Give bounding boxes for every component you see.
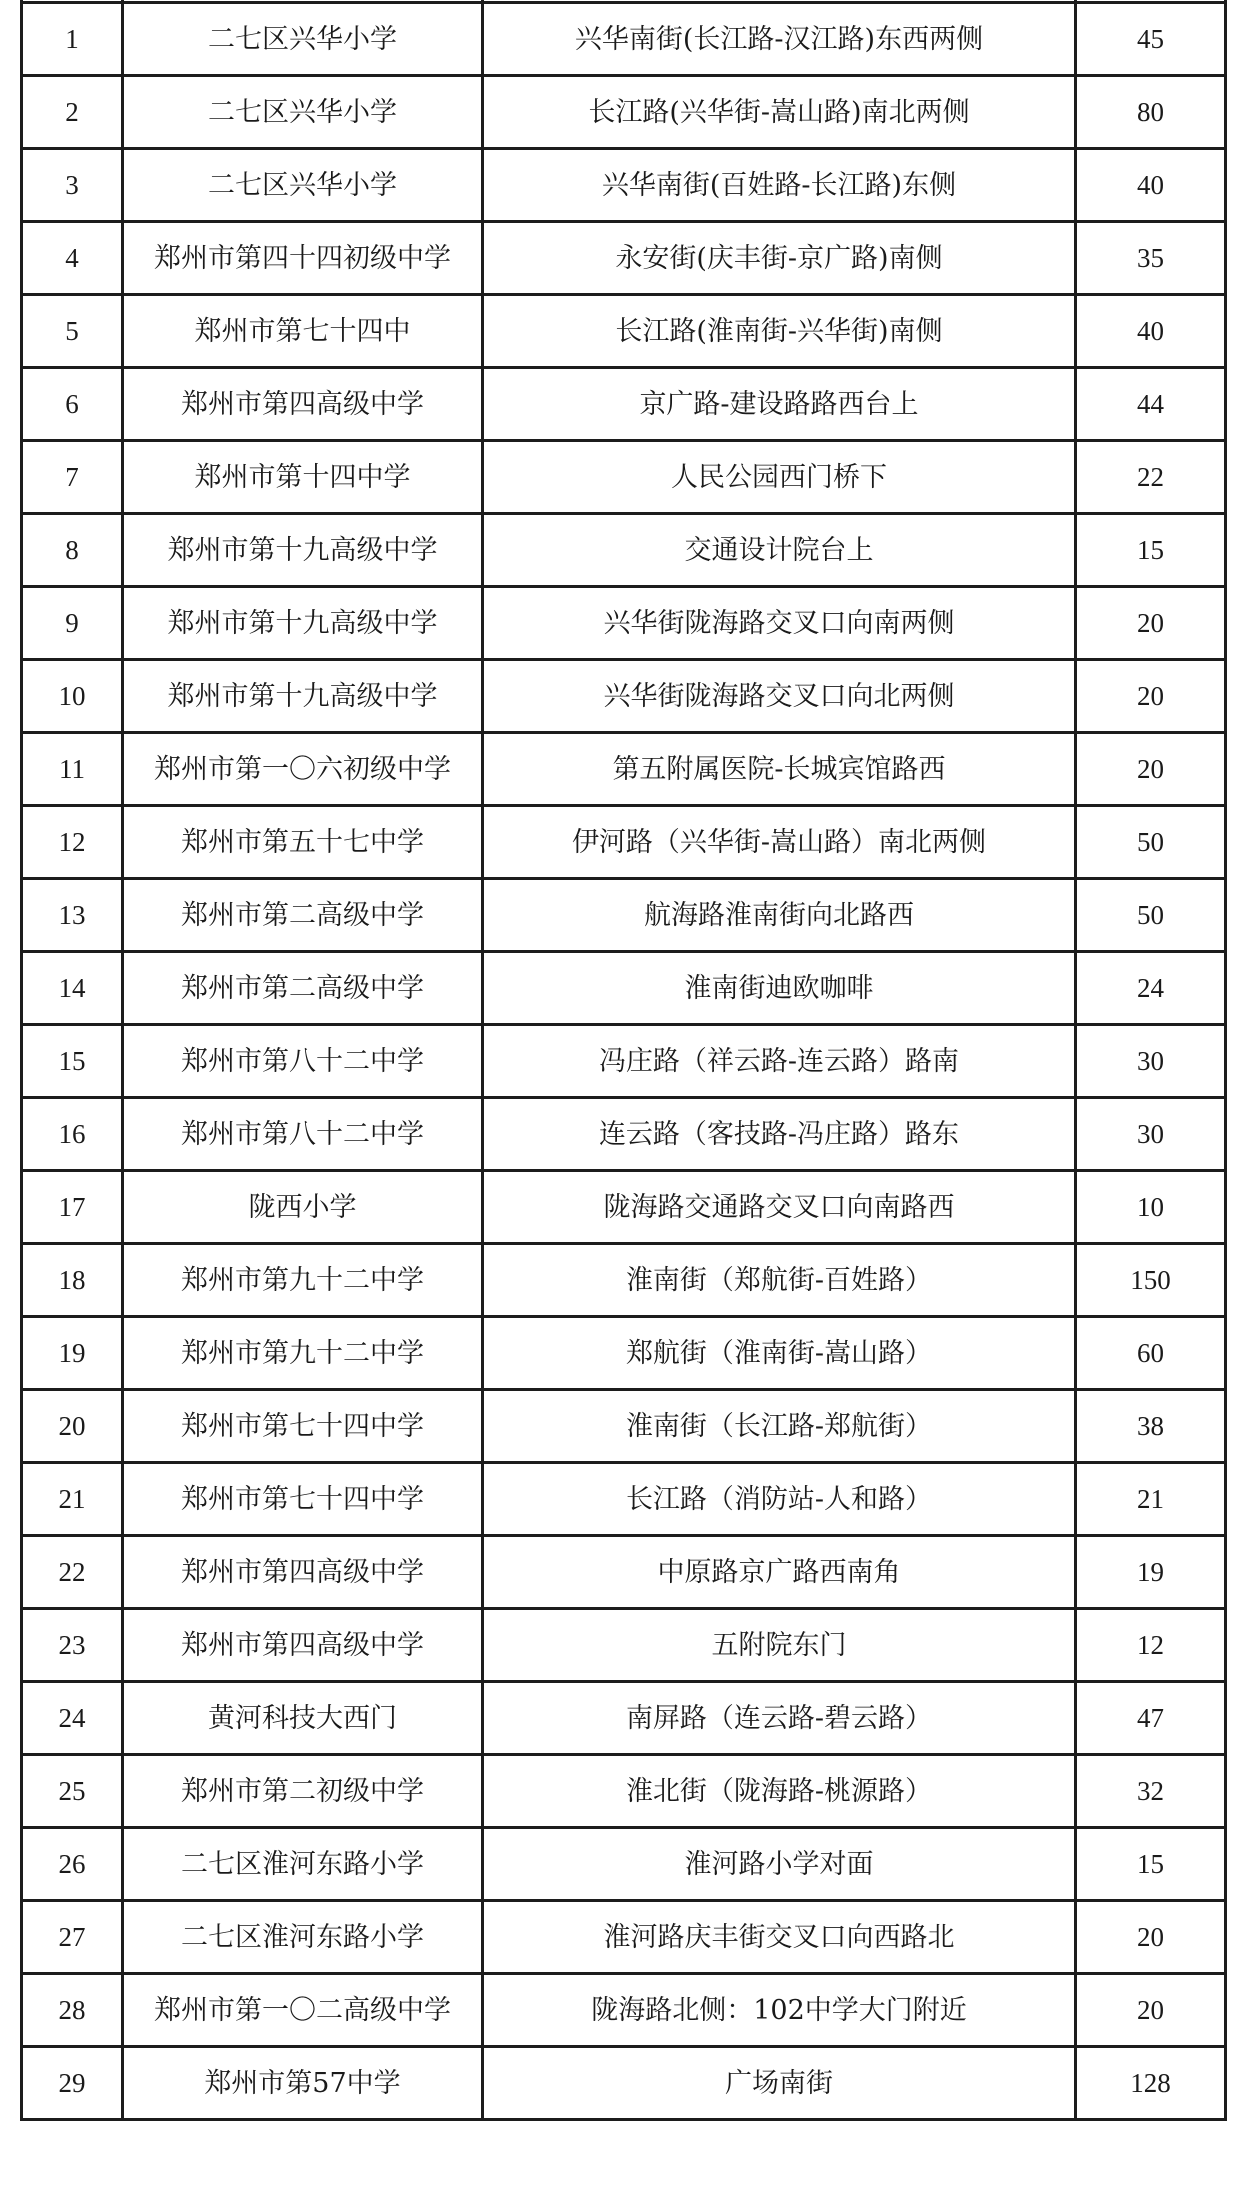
location: 人民公园西门桥下 (483, 441, 1076, 514)
row-number: 6 (22, 368, 123, 441)
space-count: 40 (1076, 295, 1226, 368)
space-count: 50 (1076, 879, 1226, 952)
location: 五附院东门 (483, 1609, 1076, 1682)
school-name: 二七区淮河东路小学 (123, 1828, 483, 1901)
location: 第五附属医院-长城宾馆路西 (483, 733, 1076, 806)
space-count: 12 (1076, 1609, 1226, 1682)
school-name: 郑州市第一〇六初级中学 (123, 733, 483, 806)
school-name: 二七区兴华小学 (123, 3, 483, 76)
location: 中原路京广路西南角 (483, 1536, 1076, 1609)
location: 兴华南街(长江路-汉江路)东西两侧 (483, 3, 1076, 76)
table-row (22, 222, 1226, 295)
row-number: 7 (22, 441, 123, 514)
space-count: 22 (1076, 441, 1226, 514)
row-number: 11 (22, 733, 123, 806)
space-count: 21 (1076, 1463, 1226, 1536)
row-number: 8 (22, 514, 123, 587)
table-row (22, 879, 1226, 952)
table-row (22, 76, 1226, 149)
school-name: 郑州市第四十四初级中学 (123, 222, 483, 295)
location: 南屏路（连云路-碧云路） (483, 1682, 1076, 1755)
location: 兴华街陇海路交叉口向南两侧 (483, 587, 1076, 660)
space-count: 30 (1076, 1098, 1226, 1171)
space-count: 20 (1076, 1974, 1226, 2047)
location: 淮南街（长江路-郑航街） (483, 1390, 1076, 1463)
school-name: 郑州市第七十四中学 (123, 1463, 483, 1536)
location: 陇海路交通路交叉口向南路西 (483, 1171, 1076, 1244)
row-number: 21 (22, 1463, 123, 1536)
table-row (22, 1463, 1226, 1536)
row-number: 25 (22, 1755, 123, 1828)
location: 长江路(淮南街-兴华街)南侧 (483, 295, 1076, 368)
space-count: 50 (1076, 806, 1226, 879)
row-number: 20 (22, 1390, 123, 1463)
table-body (22, 0, 1226, 2120)
space-count: 19 (1076, 1536, 1226, 1609)
school-name: 郑州市第十四中学 (123, 441, 483, 514)
space-count: 32 (1076, 1755, 1226, 1828)
school-name: 二七区淮河东路小学 (123, 1901, 483, 1974)
table-row (22, 806, 1226, 879)
row-number: 29 (22, 2047, 123, 2120)
table-row (22, 2047, 1226, 2120)
row-number: 9 (22, 587, 123, 660)
space-count: 20 (1076, 1901, 1226, 1974)
row-number: 3 (22, 149, 123, 222)
row-number: 1 (22, 3, 123, 76)
table-row (22, 660, 1226, 733)
school-name: 郑州市第十九高级中学 (123, 660, 483, 733)
table-row (22, 1390, 1226, 1463)
school-name: 郑州市第八十二中学 (123, 1098, 483, 1171)
space-count: 10 (1076, 1171, 1226, 1244)
space-count: 47 (1076, 1682, 1226, 1755)
table-row (22, 1317, 1226, 1390)
row-number: 2 (22, 76, 123, 149)
school-name: 郑州市第57中学 (123, 2047, 483, 2120)
space-count: 44 (1076, 368, 1226, 441)
table-row (22, 1244, 1226, 1317)
school-name: 陇西小学 (123, 1171, 483, 1244)
school-name: 郑州市第五十七中学 (123, 806, 483, 879)
table-row (22, 1098, 1226, 1171)
row-number: 26 (22, 1828, 123, 1901)
space-count: 80 (1076, 76, 1226, 149)
space-count: 35 (1076, 222, 1226, 295)
location: 交通设计院台上 (483, 514, 1076, 587)
location: 兴华南街(百姓路-长江路)东侧 (483, 149, 1076, 222)
table-row (22, 295, 1226, 368)
school-name: 黄河科技大西门 (123, 1682, 483, 1755)
table-row (22, 368, 1226, 441)
school-name: 郑州市第一〇二高级中学 (123, 1974, 483, 2047)
location: 永安街(庆丰街-京广路)南侧 (483, 222, 1076, 295)
school-name: 二七区兴华小学 (123, 76, 483, 149)
row-number: 14 (22, 952, 123, 1025)
table-row (22, 1682, 1226, 1755)
space-count: 150 (1076, 1244, 1226, 1317)
school-name: 郑州市第十九高级中学 (123, 587, 483, 660)
space-count: 20 (1076, 587, 1226, 660)
school-name: 郑州市第四高级中学 (123, 368, 483, 441)
location: 陇海路北侧：102中学大门附近 (483, 1974, 1076, 2047)
table-row (22, 149, 1226, 222)
space-count: 24 (1076, 952, 1226, 1025)
space-count: 128 (1076, 2047, 1226, 2120)
space-count: 20 (1076, 660, 1226, 733)
space-count: 40 (1076, 149, 1226, 222)
school-name: 郑州市第八十二中学 (123, 1025, 483, 1098)
space-count: 45 (1076, 3, 1226, 76)
location: 长江路(兴华街-嵩山路)南北两侧 (483, 76, 1076, 149)
table-row (22, 1536, 1226, 1609)
school-name: 郑州市第二初级中学 (123, 1755, 483, 1828)
row-number: 19 (22, 1317, 123, 1390)
parking-spaces-table (20, 0, 1227, 2121)
row-number: 24 (22, 1682, 123, 1755)
space-count: 15 (1076, 514, 1226, 587)
school-name: 郑州市第七十四中学 (123, 1390, 483, 1463)
table-row (22, 1171, 1226, 1244)
location: 京广路-建设路路西台上 (483, 368, 1076, 441)
school-name: 郑州市第十九高级中学 (123, 514, 483, 587)
table-row (22, 587, 1226, 660)
table-row (22, 952, 1226, 1025)
table-row (22, 3, 1226, 76)
location: 航海路淮南街向北路西 (483, 879, 1076, 952)
location: 淮河路小学对面 (483, 1828, 1076, 1901)
school-name: 郑州市第四高级中学 (123, 1609, 483, 1682)
location: 郑航街（淮南街-嵩山路） (483, 1317, 1076, 1390)
space-count: 15 (1076, 1828, 1226, 1901)
location: 淮南街迪欧咖啡 (483, 952, 1076, 1025)
location: 淮北街（陇海路-桃源路） (483, 1755, 1076, 1828)
location: 伊河路（兴华街-嵩山路）南北两侧 (483, 806, 1076, 879)
row-number: 13 (22, 879, 123, 952)
location: 连云路（客技路-冯庄路）路东 (483, 1098, 1076, 1171)
table-row (22, 1901, 1226, 1974)
space-count: 30 (1076, 1025, 1226, 1098)
location: 冯庄路（祥云路-连云路）路南 (483, 1025, 1076, 1098)
row-number: 16 (22, 1098, 123, 1171)
school-name: 郑州市第二高级中学 (123, 952, 483, 1025)
location: 兴华街陇海路交叉口向北两侧 (483, 660, 1076, 733)
row-number: 12 (22, 806, 123, 879)
location: 长江路（消防站-人和路） (483, 1463, 1076, 1536)
row-number: 23 (22, 1609, 123, 1682)
table-row (22, 1828, 1226, 1901)
table-row (22, 1609, 1226, 1682)
row-number: 17 (22, 1171, 123, 1244)
table-row (22, 1755, 1226, 1828)
row-number: 5 (22, 295, 123, 368)
row-number: 4 (22, 222, 123, 295)
school-name: 郑州市第九十二中学 (123, 1244, 483, 1317)
school-name: 郑州市第九十二中学 (123, 1317, 483, 1390)
school-name: 二七区兴华小学 (123, 149, 483, 222)
location: 广场南街 (483, 2047, 1076, 2120)
school-name: 郑州市第四高级中学 (123, 1536, 483, 1609)
row-number: 28 (22, 1974, 123, 2047)
table-row (22, 1025, 1226, 1098)
table-row (22, 514, 1226, 587)
school-name: 郑州市第七十四中 (123, 295, 483, 368)
space-count: 38 (1076, 1390, 1226, 1463)
space-count: 20 (1076, 733, 1226, 806)
space-count: 60 (1076, 1317, 1226, 1390)
row-number: 27 (22, 1901, 123, 1974)
row-number: 18 (22, 1244, 123, 1317)
location: 淮河路庆丰街交叉口向西路北 (483, 1901, 1076, 1974)
table-row (22, 733, 1226, 806)
row-number: 10 (22, 660, 123, 733)
school-name: 郑州市第二高级中学 (123, 879, 483, 952)
table-row (22, 1974, 1226, 2047)
location: 淮南街（郑航街-百姓路） (483, 1244, 1076, 1317)
table-row (22, 441, 1226, 514)
row-number: 15 (22, 1025, 123, 1098)
row-number: 22 (22, 1536, 123, 1609)
